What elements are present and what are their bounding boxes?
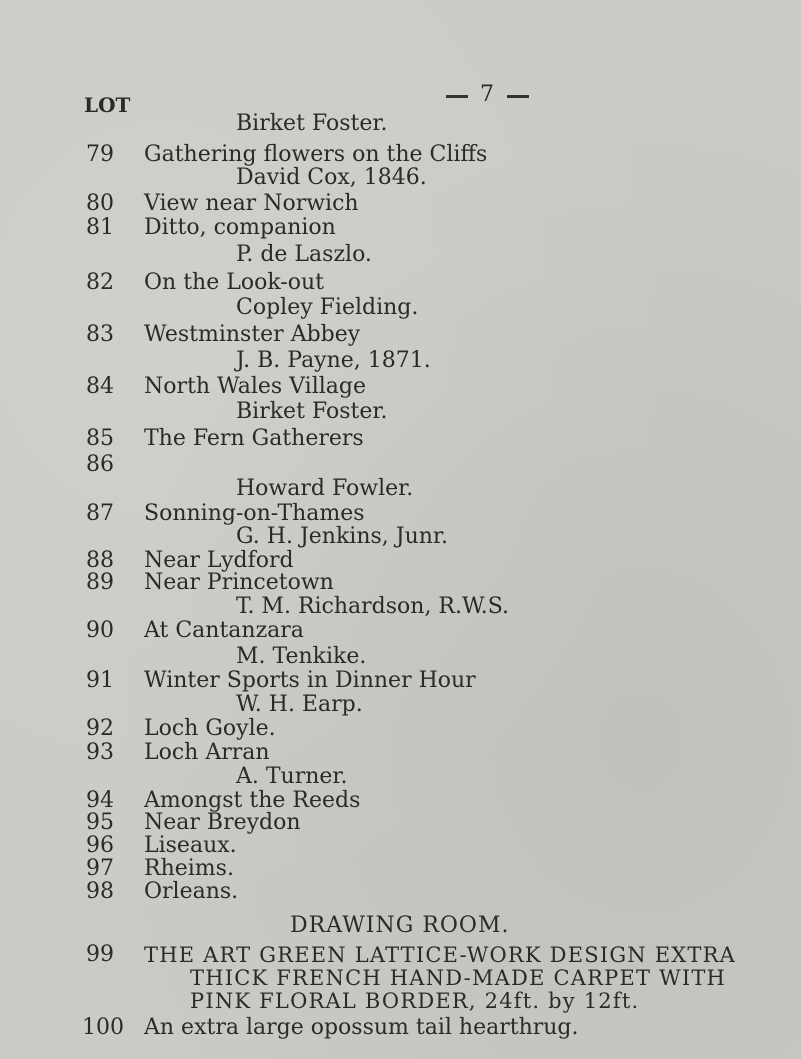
artist-name: Birket Foster.: [236, 111, 388, 136]
lot-number: 96: [86, 833, 114, 858]
lot-number: 94: [86, 788, 114, 813]
lot-number: 85: [86, 426, 114, 451]
lot-title: Ditto, companion: [144, 215, 336, 240]
lot-title: Amongst the Reeds: [144, 788, 361, 813]
lot-description-line: THE ART GREEN LATTICE-WORK DESIGN EXTRA: [144, 943, 737, 967]
lot-title: Winter Sports in Dinner Hour: [144, 668, 476, 693]
lot-number: 82: [86, 270, 114, 295]
lot-title: Near Princetown: [144, 570, 334, 595]
lot-number: 91: [86, 668, 114, 693]
lot-description-line: THICK FRENCH HAND-MADE CARPET WITH: [190, 966, 727, 990]
lot-description-line: An extra large opossum tail hearthrug.: [144, 1015, 579, 1040]
lot-number: 81: [86, 215, 114, 240]
lot-title: View near Norwich: [144, 191, 359, 216]
lot-number: 88: [86, 548, 114, 573]
artist-name: David Cox, 1846.: [236, 165, 427, 190]
lot-number: 84: [86, 374, 114, 399]
lot-number: 100: [82, 1015, 124, 1040]
lot-number: 80: [86, 191, 114, 216]
lot-title: Orleans.: [144, 879, 239, 904]
lot-title: Loch Goyle.: [144, 716, 276, 741]
lot-number: 95: [86, 810, 114, 835]
page-number: 7: [480, 82, 494, 107]
artist-name: J. B. Payne, 1871.: [236, 348, 431, 373]
lot-number: 87: [86, 501, 114, 526]
artist-name: M. Tenkike.: [236, 644, 367, 669]
artist-name: Copley Fielding.: [236, 295, 419, 320]
lot-title: Westminster Abbey: [144, 322, 361, 347]
lot-title: Sonning-on-Thames: [144, 501, 365, 526]
lot-number: 98: [86, 879, 114, 904]
lot-description-line: PINK FLORAL BORDER, 24ft. by 12ft.: [190, 989, 640, 1013]
lot-number: 89: [86, 570, 114, 595]
lot-number: 83: [86, 322, 114, 347]
artist-name: P. de Laszlo.: [236, 242, 372, 267]
lot-title: Loch Arran: [144, 740, 270, 765]
page-number-dash-right: [507, 95, 529, 98]
section-heading: DRAWING ROOM.: [290, 913, 510, 938]
lot-number: 99: [86, 942, 114, 967]
lot-title: Rheims.: [144, 856, 234, 881]
lot-number: 86: [86, 452, 114, 477]
artist-name: A. Turner.: [236, 764, 348, 789]
lot-number: 79: [86, 142, 114, 167]
lot-number: 93: [86, 740, 114, 765]
lot-title: At Cantanzara: [144, 618, 304, 643]
lot-number: 90: [86, 618, 114, 643]
lot-title: On the Look-out: [144, 270, 324, 295]
lot-title: The Fern Gatherers: [144, 426, 364, 451]
artist-name: Howard Fowler.: [236, 476, 414, 501]
artist-name: T. M. Richardson, R.W.S.: [236, 594, 510, 619]
lot-number: 97: [86, 856, 114, 881]
lot-title: Near Lydford: [144, 548, 294, 573]
lot-title: Liseaux.: [144, 833, 237, 858]
artist-name: W. H. Earp.: [236, 692, 363, 717]
artist-name: Birket Foster.: [236, 399, 388, 424]
lot-column-header: LOT: [84, 93, 131, 117]
lot-number: 92: [86, 716, 114, 741]
page-number-dash-left: [446, 95, 468, 98]
lot-title: Gathering flowers on the Cliffs: [144, 142, 488, 167]
lot-title: Near Breydon: [144, 810, 301, 835]
lot-title: North Wales Village: [144, 374, 366, 399]
artist-name: G. H. Jenkins, Junr.: [236, 524, 449, 549]
